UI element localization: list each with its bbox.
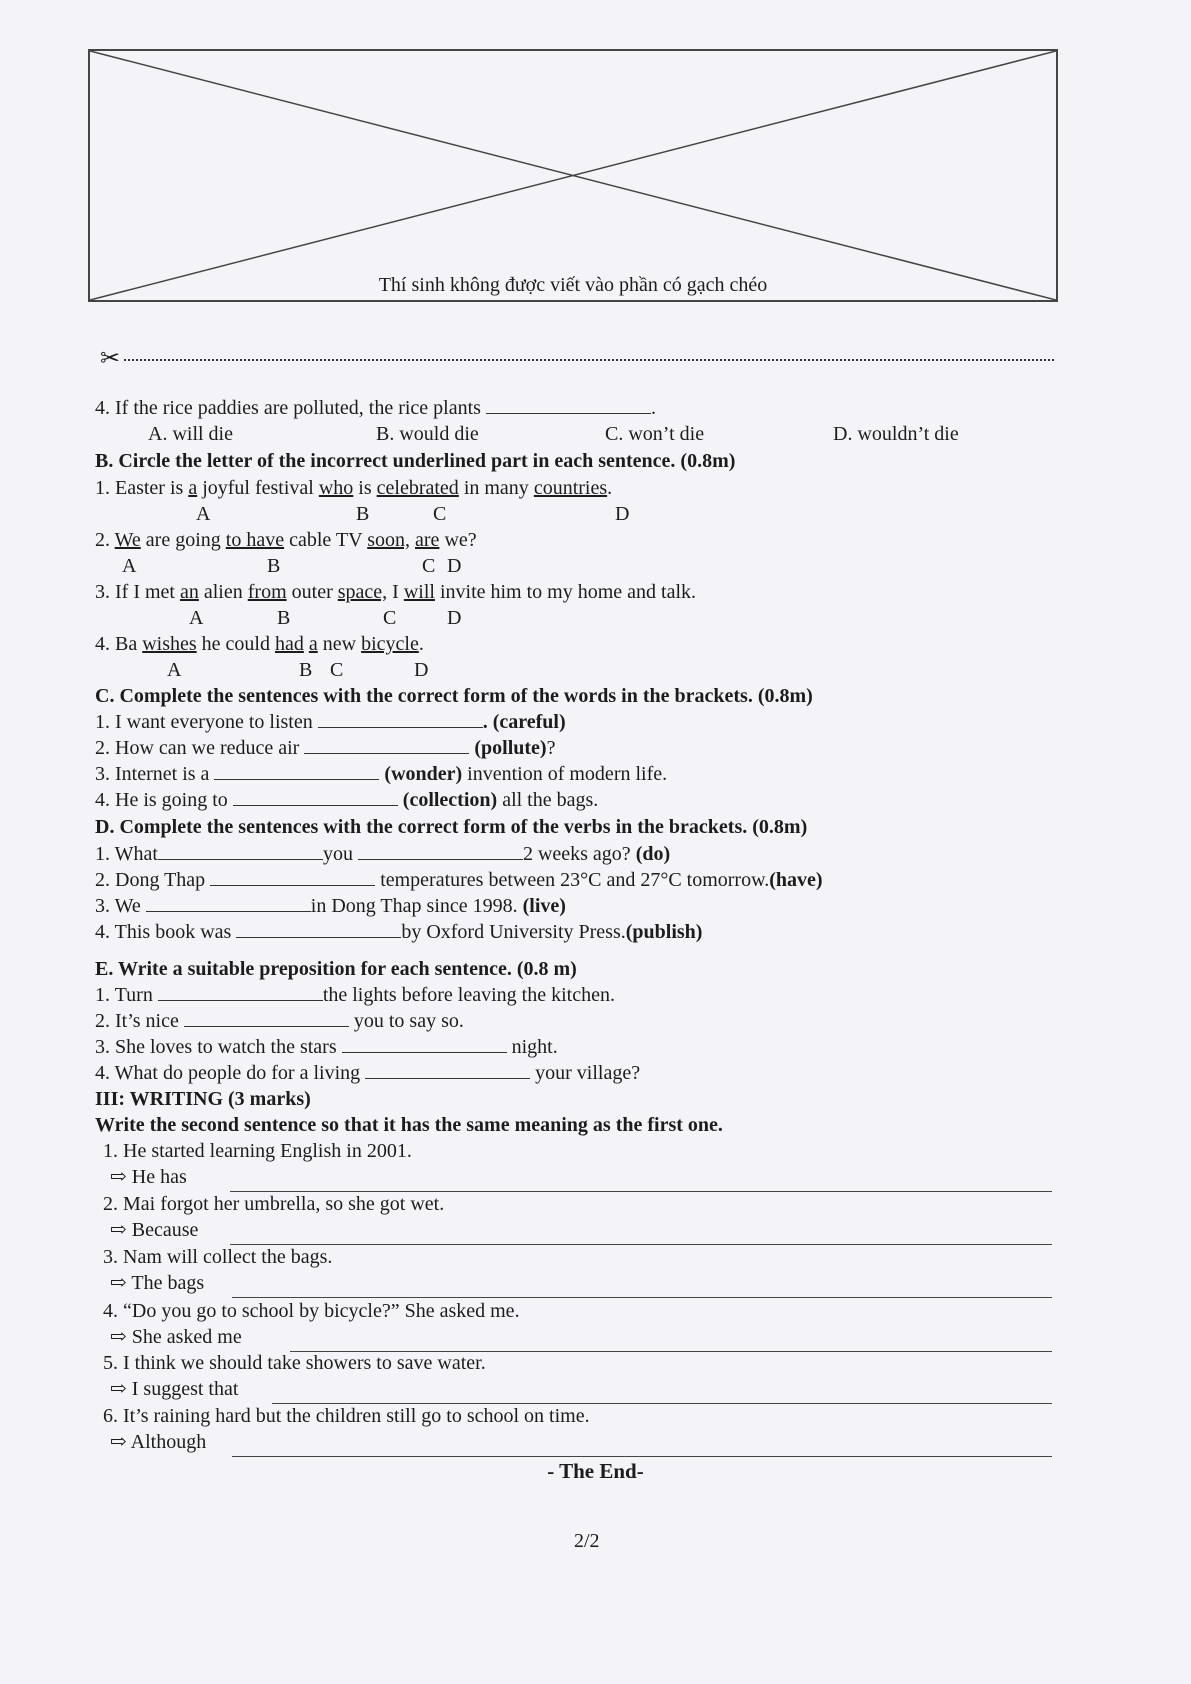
box-caption: Thí sinh không được viết vào phần có gạch chéo xyxy=(378,274,768,296)
exam-line xyxy=(95,475,612,501)
choice-letter: A xyxy=(167,659,182,681)
text: 3. If I met xyxy=(95,581,180,603)
choice-letter: A xyxy=(196,503,211,525)
text: 2 weeks ago? xyxy=(522,843,636,865)
text: temperatures between 23°C and 27°C tomorrow. xyxy=(375,869,770,891)
text: in many xyxy=(458,477,534,499)
underlined-part: countries xyxy=(533,477,608,499)
option: C. won’t die xyxy=(605,423,705,445)
text: ? xyxy=(546,737,556,759)
text: Write the second sentence so that it has the same meaning as the first one. xyxy=(95,1114,723,1136)
text: ⇨ I suggest that xyxy=(110,1378,239,1400)
answer-blank[interactable] xyxy=(214,761,379,780)
text: 3. She loves to watch the stars xyxy=(95,1036,342,1058)
underlined-part: an xyxy=(179,581,199,603)
text: 1. I want everyone to listen xyxy=(95,711,318,733)
option: B. would die xyxy=(376,423,479,445)
text: joyful festival xyxy=(197,477,319,499)
page-number: 2/2 xyxy=(574,1530,600,1552)
text: by Oxford University Press. xyxy=(401,921,626,943)
text: 3. Internet is a xyxy=(95,763,215,785)
text: cable TV xyxy=(284,529,368,551)
text: in Dong Thap since 1998. xyxy=(310,895,523,917)
exam-line xyxy=(103,1298,520,1324)
exam-line xyxy=(103,1403,590,1429)
text: (collection) xyxy=(397,789,498,811)
text: 4. If the rice paddies are polluted, the rice plants xyxy=(95,397,486,419)
diagonal-cross xyxy=(90,51,1056,300)
underlined-part: who xyxy=(318,477,354,499)
exam-line xyxy=(110,1324,242,1350)
text: ⇨ He has xyxy=(110,1166,187,1188)
answer-blank[interactable] xyxy=(184,1008,349,1027)
exam-line xyxy=(95,1086,311,1112)
underlined-part: a xyxy=(188,477,198,499)
exam-line xyxy=(95,709,566,735)
exam-line xyxy=(95,982,615,1008)
no-writing-box xyxy=(88,49,1058,302)
text: (publish) xyxy=(625,921,703,943)
exam-line xyxy=(103,1138,412,1164)
exam-line xyxy=(95,527,477,553)
answer-blank[interactable] xyxy=(342,1034,507,1053)
text: 4. He is going to xyxy=(95,789,233,811)
exam-line xyxy=(95,395,656,421)
text: you to say so. xyxy=(348,1010,464,1032)
underlined-part: from xyxy=(247,581,287,603)
exam-line xyxy=(95,919,702,945)
text: . xyxy=(418,633,424,655)
exam-line xyxy=(110,1429,206,1455)
underlined-part: We xyxy=(114,529,141,551)
choice-letter: B xyxy=(356,503,370,525)
exam-line xyxy=(110,1217,198,1243)
exam-line xyxy=(95,579,696,605)
choice-letter: C xyxy=(433,503,447,525)
exam-line xyxy=(95,867,823,893)
text: . xyxy=(607,477,613,499)
text: 3. We xyxy=(95,895,146,917)
underlined-part: to have xyxy=(225,529,285,551)
choice-letter: A xyxy=(189,607,204,629)
exam-line xyxy=(110,1376,238,1402)
text: he could xyxy=(196,633,275,655)
choice-letter: C xyxy=(383,607,397,629)
text: 2. Dong Thap xyxy=(95,869,211,891)
text: ⇨ She asked me xyxy=(110,1326,242,1348)
exam-line xyxy=(103,1191,444,1217)
exam-line xyxy=(110,1164,187,1190)
text: 3. Nam will collect the bags. xyxy=(103,1246,333,1268)
text: night. xyxy=(506,1036,558,1058)
text: 2. xyxy=(95,529,115,551)
text: (have) xyxy=(769,869,823,891)
text: ⇨ The bags xyxy=(110,1272,205,1294)
exam-line xyxy=(95,787,598,813)
text: D. Complete the sentences with the correct form of the verbs in the brackets. (0.8m) xyxy=(95,816,808,838)
answer-blank[interactable] xyxy=(210,867,375,886)
answer-blank[interactable] xyxy=(486,395,651,414)
text: are going xyxy=(140,529,226,551)
text: (wonder) xyxy=(379,763,463,785)
text: (pollute) xyxy=(469,737,547,759)
text: A. will die xyxy=(148,423,233,445)
text: we? xyxy=(439,529,477,551)
text: I xyxy=(387,581,404,603)
choice-letter: D xyxy=(615,503,630,525)
exam-line xyxy=(95,761,667,787)
text: ⇨ Although xyxy=(110,1431,207,1453)
underlined-part: are xyxy=(415,529,440,551)
exam-line xyxy=(95,841,670,867)
answer-line[interactable] xyxy=(232,1456,1052,1457)
underlined-part: space, xyxy=(337,581,388,603)
choice-letter: D xyxy=(447,607,462,629)
the-end: - The End- xyxy=(547,1459,644,1483)
underlined-part: bicycle xyxy=(361,633,419,655)
text: the lights before leaving the kitchen. xyxy=(322,984,615,1006)
exam-line xyxy=(95,1112,723,1138)
text: (live) xyxy=(522,895,566,917)
answer-blank[interactable] xyxy=(233,787,398,806)
text: 6. It’s raining hard but the children still go to school on time. xyxy=(103,1405,590,1427)
answer-blank[interactable] xyxy=(236,919,401,938)
text: all the bags. xyxy=(497,789,599,811)
choice-letter: D xyxy=(414,659,429,681)
text: new xyxy=(317,633,362,655)
text: 4. Ba xyxy=(95,633,143,655)
text: (do) xyxy=(635,843,671,865)
answer-blank[interactable] xyxy=(365,1060,530,1079)
text: 1. What xyxy=(95,843,158,865)
answer-blank[interactable] xyxy=(158,841,323,860)
underlined-part: soon, xyxy=(367,529,411,551)
answer-blank[interactable] xyxy=(318,709,483,728)
text: 1. He started learning English in 2001. xyxy=(103,1140,412,1162)
text: you xyxy=(322,843,358,865)
choice-letter: D xyxy=(447,555,462,577)
exam-line xyxy=(95,1008,464,1034)
exam-line xyxy=(95,956,577,982)
text: outer xyxy=(286,581,338,603)
text: C. Complete the sentences with the correct form of the words in the brackets. (0.8m) xyxy=(95,685,813,707)
text: is xyxy=(353,477,377,499)
choice-letter: B xyxy=(299,659,313,681)
text: E. Write a suitable preposition for each sentence. (0.8 m) xyxy=(95,958,577,980)
text: ⇨ Because xyxy=(110,1219,199,1241)
choice-letter: B xyxy=(267,555,281,577)
exam-line xyxy=(95,893,566,919)
text: 4. “Do you go to school by bicycle?” She asked me. xyxy=(103,1300,520,1322)
choice-letter: C xyxy=(422,555,436,577)
text: III: WRITING (3 marks) xyxy=(95,1088,311,1110)
text: 2. Mai forgot her umbrella, so she got wet. xyxy=(103,1193,445,1215)
text: . xyxy=(650,397,656,419)
underlined-part: wishes xyxy=(142,633,197,655)
choice-letter: B xyxy=(277,607,291,629)
exam-line xyxy=(95,448,735,474)
option: D. wouldn’t die xyxy=(833,423,959,445)
exam-line xyxy=(95,1034,558,1060)
answer-line[interactable] xyxy=(230,1244,1052,1245)
text: 2. How can we reduce air xyxy=(95,737,305,759)
answer-blank[interactable] xyxy=(358,841,523,860)
text: 2. It’s nice xyxy=(95,1010,184,1032)
choice-letter: C xyxy=(330,659,344,681)
text: alien xyxy=(198,581,248,603)
text: 5. I think we should take showers to save water. xyxy=(103,1352,486,1374)
answer-blank[interactable] xyxy=(158,982,323,1001)
exam-line xyxy=(110,1270,204,1296)
text: 4. This book was xyxy=(95,921,237,943)
text: B. Circle the letter of the incorrect underlined part in each sentence. (0.8m) xyxy=(95,450,736,472)
exam-line xyxy=(103,1244,332,1270)
text: invention of modern life. xyxy=(462,763,668,785)
text: 4. What do people do for a living xyxy=(95,1062,366,1084)
underlined-part: will xyxy=(403,581,435,603)
text: 1. Easter is xyxy=(95,477,189,499)
exam-line xyxy=(103,1350,486,1376)
choice-letter: A xyxy=(122,555,137,577)
scissors-icon: ✂ xyxy=(100,346,121,372)
underlined-part: had xyxy=(274,633,304,655)
text: invite him to my home and talk. xyxy=(434,581,697,603)
underlined-part: a xyxy=(308,633,318,655)
cut-line xyxy=(124,359,1054,361)
text: . (careful) xyxy=(482,711,566,733)
text: your village? xyxy=(530,1062,641,1084)
exam-line xyxy=(95,735,555,761)
answer-blank[interactable] xyxy=(304,735,469,754)
exam-line xyxy=(148,421,233,447)
answer-blank[interactable] xyxy=(146,893,311,912)
exam-line xyxy=(95,631,424,657)
exam-line xyxy=(95,814,807,840)
exam-line xyxy=(95,683,813,709)
text: 1. Turn xyxy=(95,984,158,1006)
underlined-part: celebrated xyxy=(376,477,459,499)
exam-line xyxy=(95,1060,640,1086)
